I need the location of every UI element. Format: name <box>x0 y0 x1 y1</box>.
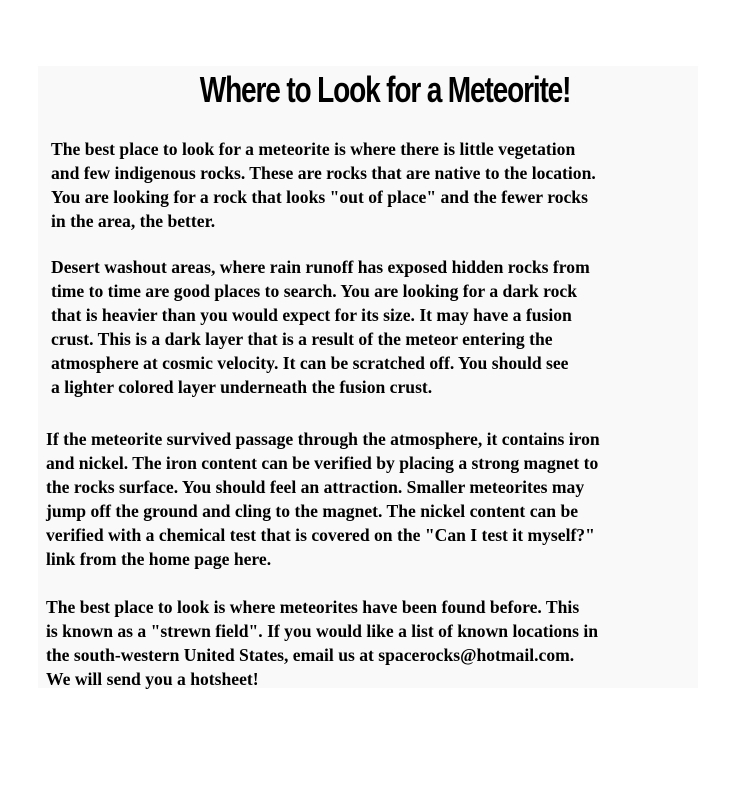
text-line: atmosphere at cosmic velocity. It can be scratched off. You should see <box>51 353 569 373</box>
text-line: and nickel. The iron content can be verified by placing a strong magnet to <box>46 453 599 473</box>
paragraph-strewn-field <box>46 595 598 691</box>
text-line: The best place to look for a meteorite is where there is little vegetation <box>51 139 576 159</box>
paragraph-desert-washout <box>51 255 590 399</box>
text-line: link from the home page here. <box>46 549 272 569</box>
paragraph-where-to-look <box>51 137 596 233</box>
text-line: the rocks surface. You should feel an attraction. Smaller meteorites may <box>46 477 585 497</box>
page-title: Where to Look for a Meteorite! <box>199 69 571 110</box>
text-line: is known as a "strewn field". If you would like a list of known locations in <box>46 621 599 641</box>
text-line: crust. This is a dark layer that is a result of the meteor entering the <box>51 329 553 349</box>
text-line: that is heavier than you would expect for its size. It may have a fusion <box>51 305 572 325</box>
text-line: verified with a chemical test that is covered on the "Can I test it myself?" <box>46 525 595 545</box>
text-line: If the meteorite survived passage through the atmosphere, it contains iron <box>46 429 600 449</box>
text-line: Desert washout areas, where rain runoff has exposed hidden rocks from <box>51 257 590 277</box>
text-line: in the area, the better. <box>51 211 216 231</box>
paragraph-iron-nickel <box>46 427 600 571</box>
text-line: We will send you a hotsheet! <box>46 669 259 689</box>
text-line: jump off the ground and cling to the magnet. The nickel content can be <box>46 501 579 521</box>
text-line: You are looking for a rock that looks "out of place" and the fewer rocks <box>51 187 588 207</box>
text-line: The best place to look is where meteorites have been found before. This <box>46 597 580 617</box>
text-line: the south-western United States, email us at spacerocks@hotmail.com. <box>46 645 575 665</box>
text-line: a lighter colored layer underneath the fusion crust. <box>51 377 433 397</box>
text-line: time to time are good places to search. You are looking for a dark rock <box>51 281 577 301</box>
text-line: and few indigenous rocks. These are rocks that are native to the location. <box>51 163 596 183</box>
